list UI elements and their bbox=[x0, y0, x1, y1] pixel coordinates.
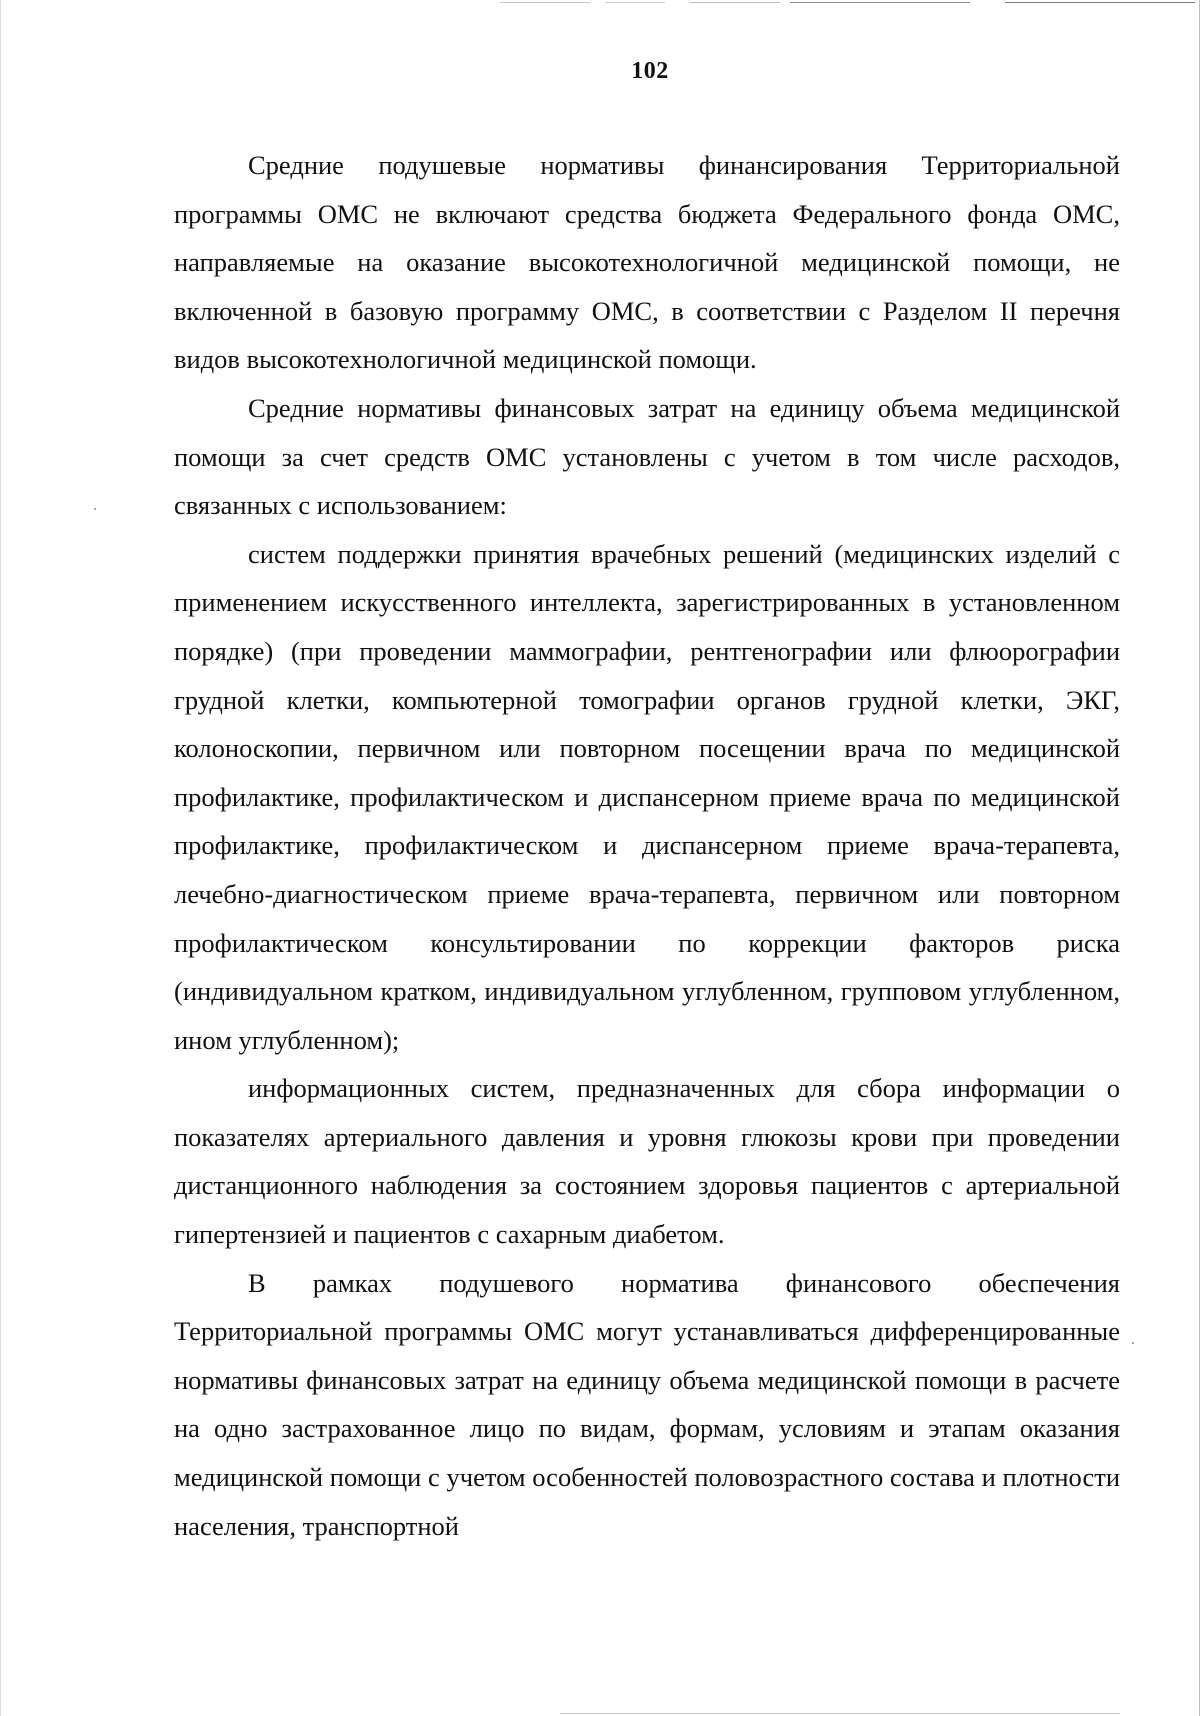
scan-edge-top bbox=[1005, 2, 1195, 3]
page-number: 102 bbox=[631, 58, 669, 84]
scan-edge-top bbox=[690, 2, 780, 3]
scan-edge-left bbox=[0, 0, 1, 1716]
scan-edge-top bbox=[605, 2, 665, 3]
paragraph: систем поддержки принятия врачебных решений (медицинских изделий с применением искусственного интеллекта, зарегистрированных в установленном порядке) (при проведении маммографии, рентгенографии или флюорографии грудной клетки, компьютерной томографии органов грудной клетки, ЭКГ, колоноскопии, первичном или повторном посещении врача по медицинской профилактике, профилактическом и диспансерном приеме врача по медицинской профилактике, профилактическом и диспансерном приеме врача-терапевта, лечебно-диагностическом приеме врача-терапевта, первичном или повторном профилактическом консультировании по коррекции факторов риска (индивидуальном кратком, индивидуальном углубленном, групповом углубленном, ином углубленном); bbox=[174, 538, 1120, 1055]
scan-speck bbox=[94, 508, 96, 510]
paragraph: В рамках подушевого норматива финансового обеспечения Территориальной программы ОМС могут устанавливаться дифференцированные нормативы финансовых затрат на единицу объема медицинской помощи в расчете на одно застрахованное лицо по видам, формам, условиям и этапам оказания медицинской помощи с учетом особенностей половозрастного состава и плотности населения, транспортной bbox=[174, 1267, 1120, 1541]
paragraph: информационных систем, предназначенных для сбора информации о показателях артериального давления и уровня глюкозы крови при проведении дистанционного наблюдения за состоянием здоровья пациентов с артериальной гипертензией и пациентов с сахарным диабетом. bbox=[174, 1073, 1120, 1250]
scan-edge-top bbox=[790, 2, 970, 3]
scan-edge-bottom bbox=[560, 1713, 1120, 1714]
scan-speck bbox=[1132, 1342, 1134, 1344]
body-text bbox=[174, 141, 1120, 1550]
scan-edge-top bbox=[500, 2, 590, 3]
paragraph: Средние подушевые нормативы финансирования Территориальной программы ОМС не включают средства бюджета Федерального фонда ОМС, направляемые на оказание высокотехнологичной медицинской помощи, не включенной в базовую программу ОМС, в соответствии с Разделом II перечня видов высокотехнологичной медицинской помощи. bbox=[174, 150, 1120, 375]
paragraph: Средние нормативы финансовых затрат на единицу объема медицинской помощи за счет средств ОМС установлены с учетом в том числе расходов, связанных с использованием: bbox=[174, 392, 1120, 521]
